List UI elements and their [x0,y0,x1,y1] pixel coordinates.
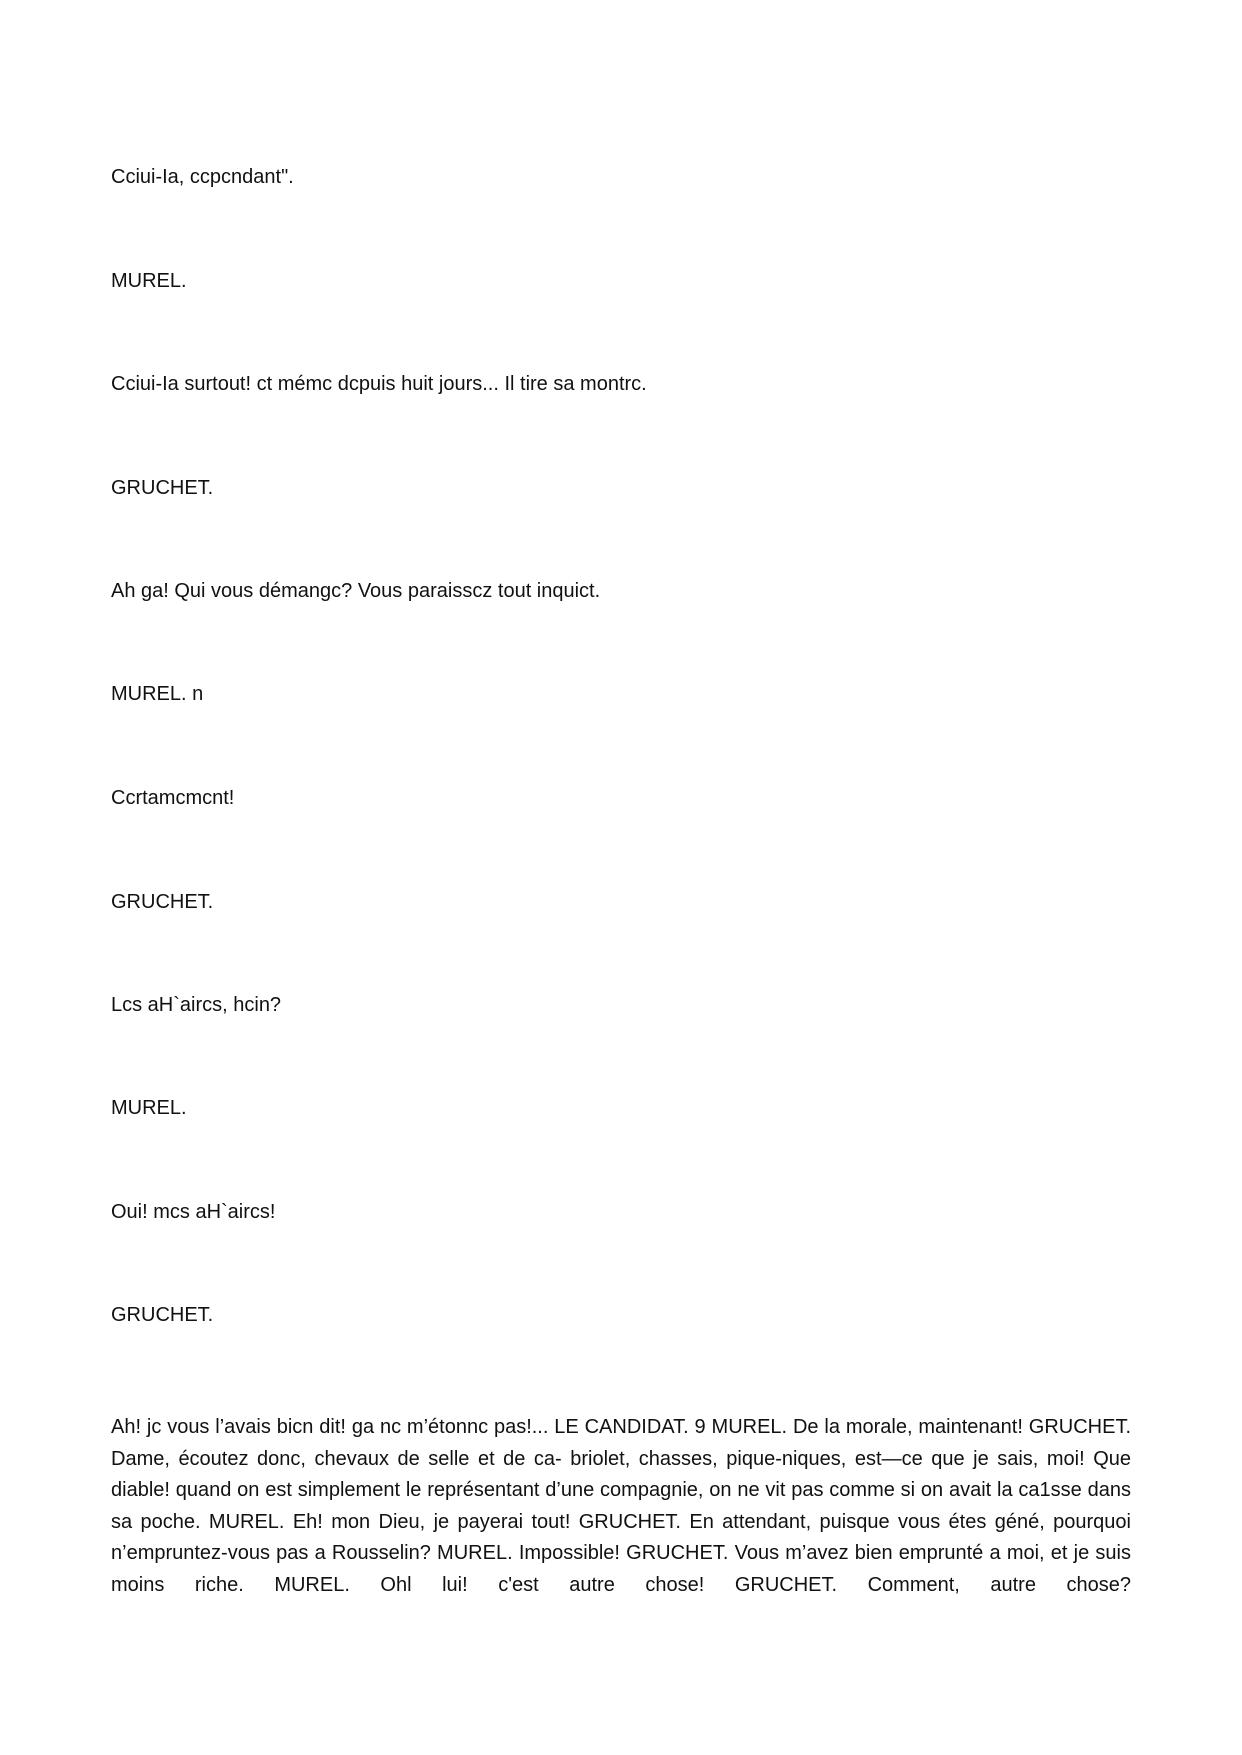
text-line-3: Ah ga! Qui vous démangc? Vous paraisscz tout inquict. [111,580,601,602]
text-line-2: Cciui-Ia surtout! ct mémc dcpuis huit jours... Il tire sa montrc. [111,373,647,395]
speaker-gruchet-2: GRUCHET. [111,891,214,913]
speaker-gruchet-1: GRUCHET. [111,477,214,499]
text-line-4: Ccrtamcmcnt! [111,787,235,809]
speaker-murel-1: MUREL. [111,270,187,292]
text-line-5: Lcs aH`aircs, hcin? [111,994,282,1016]
speaker-murel-2: MUREL. n [111,683,204,705]
speaker-gruchet-3: GRUCHET. [111,1304,214,1326]
text-line-1: Cciui-Ia, ccpcndant". [111,166,294,188]
text-line-6: Oui! mcs aH`aircs! [111,1201,276,1223]
dialogue-paragraph: Ah! jc vous l’avais bicn dit! ga nc m’étonnc pas!... LE CANDIDAT. 9 MUREL. De la morale, maintenant! GRUCHET. Dame, écoutez donc, chevaux de selle et de ca- briolet, chasses, pique-niques, est—ce que je sais, moi! Que diable! quand on est simplement le représentant d’une compagnie, on ne vit pas comme si on avait la ca1sse dans sa poche. MUREL. Eh! mon Dieu, je payerai tout! GRUCHET. En attendant, puisque vous étes géné, pourquoi n’empruntez-vous pas a Rousselin? MUREL. Impossible! GRUCHET. Vous m’avez bien emprunté a moi, et je suis moins riche. MUREL. Ohl lui! c'est autre chose! GRUCHET. Comment, autre chose? [111,1416,1131,1596]
speaker-murel-3: MUREL. [111,1097,187,1119]
